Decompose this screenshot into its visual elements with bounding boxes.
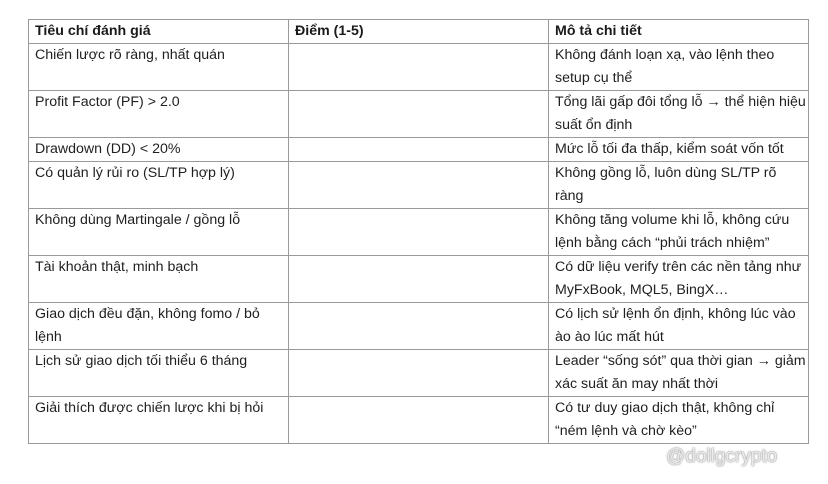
watermark [640, 446, 777, 468]
criterion-cell: Tài khoản thật, minh bạch [29, 256, 289, 303]
header-criterion: Tiêu chí đánh giá [29, 20, 289, 44]
score-cell [289, 209, 549, 256]
description-cell: Không đánh loạn xạ, vào lệnh theo setup cụ thể [549, 44, 809, 91]
criterion-cell: Giao dịch đều đặn, không fomo / bỏ lệnh [29, 303, 289, 350]
description-cell: Leader “sống sót” qua thời gian → giảm xác suất ăn may nhất thời [549, 350, 809, 397]
evaluation-table-container [28, 19, 808, 444]
description-cell: Có dữ liệu verify trên các nền tảng như MyFxBook, MQL5, BingX… [549, 256, 809, 303]
description-cell: Mức lỗ tối đa thấp, kiểm soát vốn tốt [549, 138, 809, 162]
table-row [29, 256, 809, 303]
score-cell [289, 91, 549, 138]
watermark-text: @dollgcrypto [666, 446, 778, 467]
table-row [29, 91, 809, 138]
table-row [29, 397, 809, 444]
table-header-row [29, 20, 809, 44]
score-cell [289, 303, 549, 350]
header-description: Mô tả chi tiết [549, 20, 809, 44]
evaluation-table [28, 19, 809, 444]
score-cell [289, 397, 549, 444]
score-cell [289, 350, 549, 397]
criterion-cell: Drawdown (DD) < 20% [29, 138, 289, 162]
diamond-logo-icon [640, 446, 662, 468]
table-row [29, 350, 809, 397]
criterion-cell: Không dùng Martingale / gồng lỗ [29, 209, 289, 256]
table-row [29, 303, 809, 350]
table-row [29, 209, 809, 256]
score-cell [289, 256, 549, 303]
description-cell: Có lịch sử lệnh ổn định, không lúc vào ào ào lúc mất hút [549, 303, 809, 350]
score-cell [289, 44, 549, 91]
criterion-cell: Lịch sử giao dịch tối thiểu 6 tháng [29, 350, 289, 397]
table-row [29, 44, 809, 91]
criterion-cell: Có quản lý rủi ro (SL/TP hợp lý) [29, 162, 289, 209]
table-row [29, 162, 809, 209]
header-score: Điểm (1-5) [289, 20, 549, 44]
criterion-cell: Profit Factor (PF) > 2.0 [29, 91, 289, 138]
criterion-cell: Chiến lược rõ ràng, nhất quán [29, 44, 289, 91]
score-cell [289, 138, 549, 162]
description-cell: Có tư duy giao dịch thật, không chỉ “ném lệnh và chờ kèo” [549, 397, 809, 444]
criterion-cell: Giải thích được chiến lược khi bị hỏi [29, 397, 289, 444]
score-cell [289, 162, 549, 209]
description-cell: Không gồng lỗ, luôn dùng SL/TP rõ ràng [549, 162, 809, 209]
table-row [29, 138, 809, 162]
description-cell: Không tăng volume khi lỗ, không cứu lệnh bằng cách “phủi trách nhiệm” [549, 209, 809, 256]
description-cell: Tổng lãi gấp đôi tổng lỗ → thể hiện hiệu suất ổn định [549, 91, 809, 138]
